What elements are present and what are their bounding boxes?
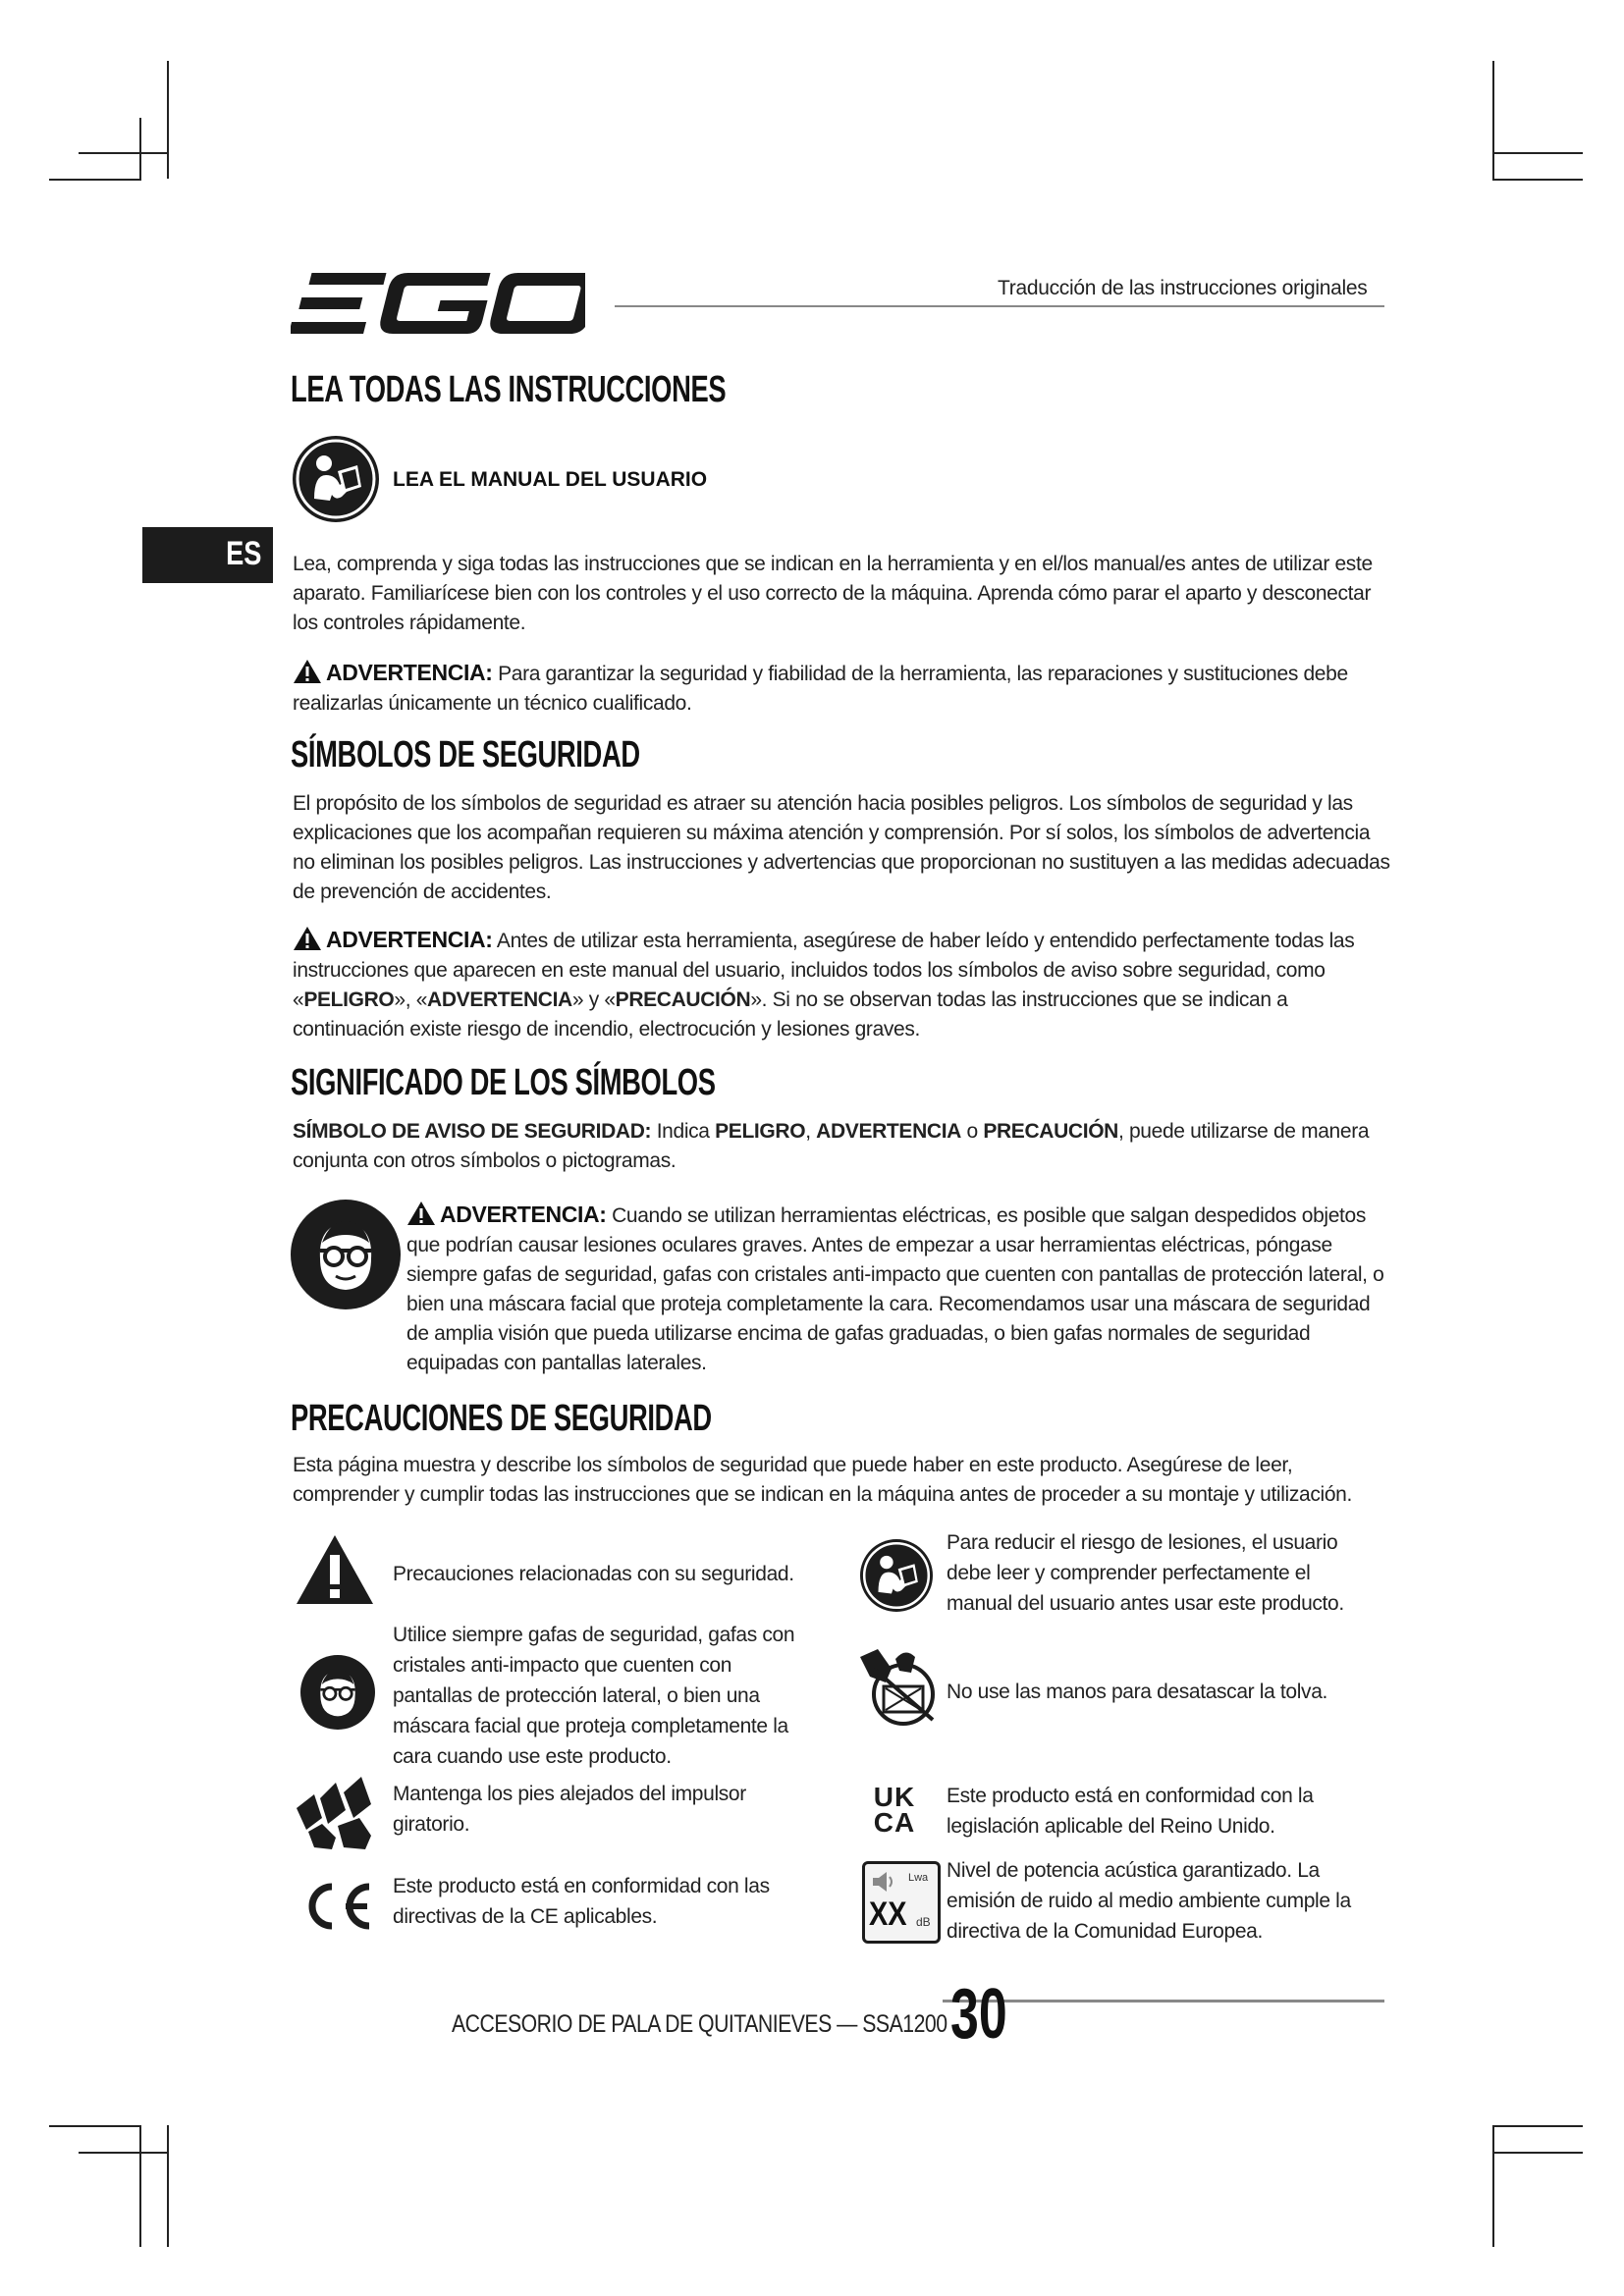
language-tab	[142, 527, 273, 583]
crop-mark	[1492, 152, 1583, 154]
translation-note: Traducción de las instrucciones originales	[998, 277, 1368, 299]
read-manual-label: LEA EL MANUAL DEL USUARIO	[393, 468, 708, 491]
separator: » y «	[571, 988, 616, 1011]
heading-safety-precautions: PRECAUCIONES DE SEGURIDAD	[291, 1398, 712, 1439]
footer-product: ACCESORIO DE PALA DE QUITANIEVES — SSA1200	[452, 2010, 947, 2038]
read-warning	[293, 658, 1392, 719]
symbol-desc: Nivel de potencia acústica garantizado. La emisión de ruido al medio ambiente cumple la directiva de la Comunidad Europea.	[947, 1859, 1351, 1943]
warning-label: ADVERTENCIA:	[326, 660, 493, 685]
warning-text: Antes de utilizar esta herramienta, asegúrese de haber leído y entendido perfectamente todas las instrucciones que aparecen en este manual del usuario, incluidos todos los símbolos de aviso sobre seguridad, como «	[293, 930, 1355, 1011]
crop-mark	[79, 152, 169, 154]
sound-power-icon	[862, 1861, 941, 1944]
symbol-desc: No use las manos para desatascar la tolva.	[947, 1681, 1328, 1703]
warning-text: Para garantizar la seguridad y fiabilidad de la herramienta, las reparaciones y sustituciones debe realizarlas únicamente un técnico cualificado.	[293, 663, 1348, 715]
warning-text: Cuando se utilizan herramientas eléctricas, es posible que salgan despedidos objetos que podrían causar lesiones oculares graves. Antes de empezar a usar herramientas eléctricas, póngase siempre gafas de seguridad, gafas con cristales anti-impacto que cuenten con pantallas de protección lateral, o bien una máscara facial que proteja completamente la cara. Recomendamos usar una máscara de seguridad de amplia visión que pueda utilizarse encima de gafas graduadas, o bien gafas normales de seguridad equipadas con pantallas laterales.	[406, 1204, 1384, 1374]
crop-mark	[1492, 61, 1494, 179]
page-number: 30	[950, 1975, 1007, 2054]
safety-glasses-icon	[291, 1200, 401, 1309]
meaning-text: , puede utilizarse de manera conjunta con otros símbolos o pictogramas.	[293, 1120, 1370, 1172]
crop-mark	[1492, 2125, 1494, 2247]
keyword-advertencia: ADVERTENCIA	[816, 1120, 961, 1143]
keyword-precaucion: PRECAUCIÓN	[615, 988, 751, 1011]
safety-glasses-icon	[300, 1655, 375, 1730]
symbol-desc: Para reducir el riesgo de lesiones, el usuario debe leer y comprender perfectamente el manual del usuario antes usar este producto.	[947, 1531, 1344, 1615]
crop-mark	[49, 179, 141, 181]
warning-label: ADVERTENCIA:	[326, 927, 493, 952]
separator: ,	[805, 1120, 817, 1143]
read-manual-icon	[293, 436, 379, 522]
read-paragraph: Lea, comprenda y siga todas las instrucciones que se indican en la herramienta y en el/los manual/es antes de utilizar este aparato. Familiarícese bien con los controles y el uso correcto de la máquina. Aprenda cómo parar el aparto y desconectar los controles rápidamente.	[293, 553, 1373, 634]
symbol-desc: Precauciones relacionadas con su seguridad.	[393, 1563, 794, 1585]
warning-text: ». Si no se observan todas las instrucciones que se indican a continuación existe riesgo de incendio, electrocución y lesiones graves.	[293, 988, 1288, 1041]
symbol-desc: Mantenga los pies alejados del impulsor giratorio.	[393, 1783, 746, 1836]
symbols-paragraph: El propósito de los símbolos de seguridad es atraer su atención hacia posibles peligros. Los símbolos de seguridad y las explicaciones que los acompañan requieren su máxima atención y comprensión. Por sí solos, los símbolos de advertencia no eliminan los posibles peligros. Las instrucciones y advertencias que proporcionan no sustituyen a las medidas adecuadas de prevención de accidentes.	[293, 792, 1390, 903]
keyword-peligro: PELIGRO	[715, 1120, 806, 1143]
keyword-peligro: PELIGRO	[303, 988, 395, 1011]
warning-label: ADVERTENCIA:	[440, 1201, 607, 1227]
language-tab-label: ES	[225, 535, 261, 572]
crop-mark	[1492, 2125, 1583, 2127]
meaning-text: Indica	[651, 1120, 716, 1143]
crop-mark	[167, 2125, 169, 2247]
crop-mark	[1492, 179, 1583, 181]
symbol-desc: Este producto está en conformidad con la legislación aplicable del Reino Unido.	[947, 1785, 1314, 1838]
no-hands-chute-icon	[856, 1643, 941, 1733]
crop-mark	[49, 2125, 141, 2127]
warning-triangle-icon	[295, 1533, 375, 1611]
meaning-warning	[406, 1200, 1388, 1378]
symbol-desc: Utilice siempre gafas de seguridad, gafas con cristales anti-impacto que cuenten con pantallas de protección lateral, o bien una máscara facial que proteja completamente la cara cuando use este producto.	[393, 1624, 795, 1768]
separator: o	[961, 1120, 984, 1143]
crop-mark	[139, 2125, 141, 2247]
crop-mark	[79, 2152, 169, 2154]
speaker-icon	[871, 1870, 896, 1894]
crop-mark	[139, 118, 141, 179]
separator: », «	[394, 988, 428, 1011]
crop-mark	[1492, 2152, 1583, 2154]
warning-triangle-icon	[293, 659, 322, 684]
ukca-top: UK	[873, 1782, 916, 1812]
footer-rule	[943, 2000, 1384, 2002]
precautions-paragraph: Esta página muestra y describe los símbolos de seguridad que puede haber en este producto. Asegúrese de leer, comprender y cumplir todas las instrucciones que se indican en la máquina antes de proceder a su montaje y utilización.	[293, 1454, 1352, 1506]
heading-symbol-meaning: SIGNIFICADO DE LOS SÍMBOLOS	[291, 1062, 716, 1103]
symbol-desc: Este producto está en conformidad con las directivas de la CE aplicables.	[393, 1875, 770, 1928]
warning-triangle-icon	[406, 1201, 436, 1226]
heading-safety-symbols: SÍMBOLOS DE SEGURIDAD	[291, 734, 640, 775]
sound-unit-top: Lwa	[908, 1872, 929, 1884]
warning-triangle-icon	[293, 926, 322, 951]
meaning-paragraph	[293, 1117, 1392, 1176]
ce-mark-icon	[300, 1881, 373, 1937]
keyword-advertencia: ADVERTENCIA	[427, 988, 572, 1011]
brand-logo	[291, 271, 585, 336]
sound-value: XX	[869, 1896, 907, 1933]
symbols-warning	[293, 925, 1392, 1044]
keyword-precaucion: PRECAUCIÓN	[983, 1120, 1118, 1143]
ukca-mark-icon	[870, 1782, 919, 1838]
keep-feet-away-icon	[293, 1775, 383, 1858]
read-manual-icon	[860, 1539, 933, 1612]
sound-unit-bottom: dB	[916, 1915, 931, 1929]
meaning-label: SÍMBOLO DE AVISO DE SEGURIDAD:	[293, 1120, 652, 1143]
crop-mark	[167, 61, 169, 179]
heading-read-instructions: LEA TODAS LAS INSTRUCCIONES	[291, 369, 727, 410]
ukca-bottom: CA	[873, 1807, 916, 1838]
header-rule	[615, 305, 1384, 307]
